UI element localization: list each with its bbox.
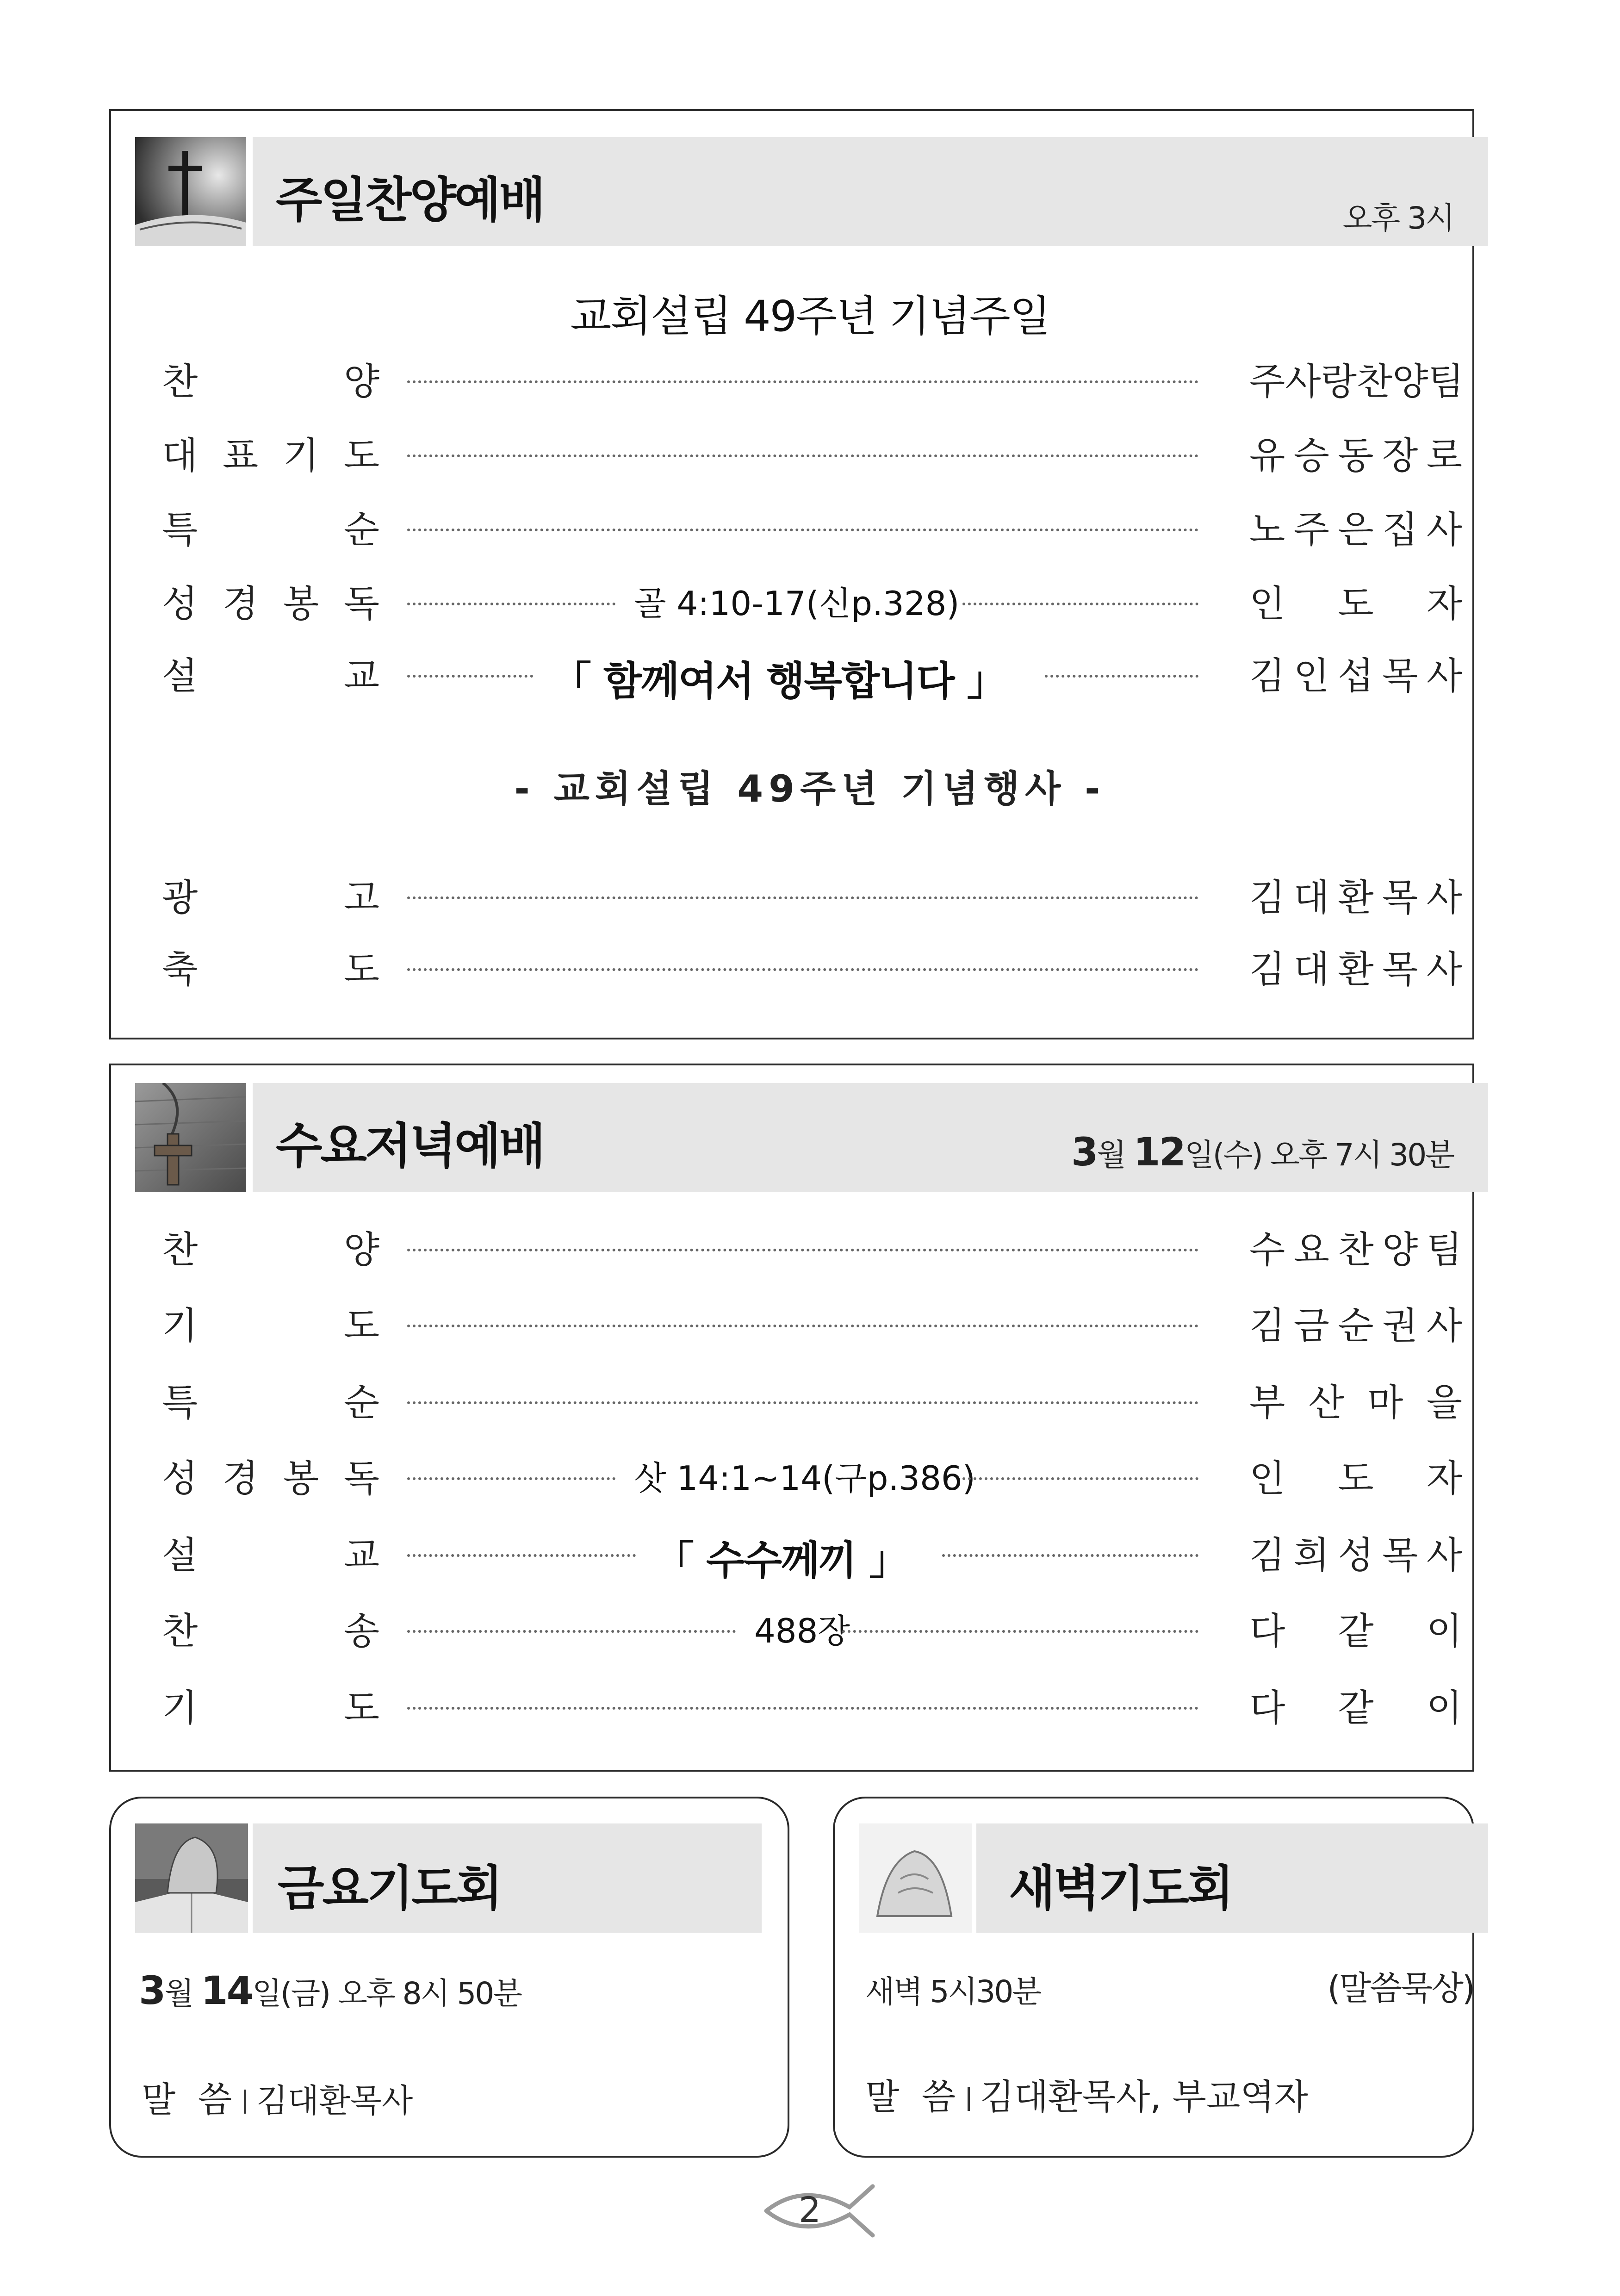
person-char: 목 xyxy=(1382,876,1418,919)
dot-leader xyxy=(407,454,1198,457)
person-char: 노 xyxy=(1249,508,1285,551)
person-char: 대 xyxy=(1293,948,1329,991)
wooden-cross-photo xyxy=(135,1083,246,1192)
dot-leader xyxy=(407,675,533,678)
person-char: 요 xyxy=(1293,1228,1329,1271)
program-person xyxy=(1249,1449,1462,1502)
label-char: 송 xyxy=(343,1610,379,1653)
person-char: 자 xyxy=(1426,582,1462,625)
program-detail: 골 4:10-17(신p.328) xyxy=(634,584,960,623)
program-label xyxy=(162,1601,379,1655)
person-char: 팀 xyxy=(1426,1228,1462,1271)
dot-leader xyxy=(407,968,1198,971)
dot-leader xyxy=(407,1249,1198,1251)
person-char: 랑 xyxy=(1321,360,1357,403)
program-row xyxy=(0,1373,1620,1424)
dot-leader xyxy=(962,1477,1198,1480)
label-char: 양 xyxy=(343,360,379,403)
dot-leader xyxy=(407,1707,1198,1710)
dot-leader xyxy=(842,1630,1198,1633)
program-row xyxy=(0,1220,1620,1271)
person-char: 주 xyxy=(1249,360,1285,403)
program-row xyxy=(0,352,1620,403)
label-char: 교 xyxy=(343,654,379,697)
folded-hands-photo xyxy=(859,1823,972,1933)
program-person xyxy=(1249,646,1462,699)
speaker-name: 김대환목사, 부교역자 xyxy=(980,2076,1309,2117)
sunday-service-time: 오후 3시 xyxy=(1342,200,1453,236)
program-label xyxy=(162,1373,379,1426)
speaker-label: 말 씀 xyxy=(142,2079,232,2120)
program-label xyxy=(162,868,379,921)
dot-leader xyxy=(407,1401,1198,1404)
label-char: 도 xyxy=(343,948,379,991)
program-detail: 「 함께여서 행복합니다 」 xyxy=(552,658,1006,704)
label-char: 설 xyxy=(162,1534,198,1577)
person-char: 을 xyxy=(1426,1381,1462,1424)
program-label xyxy=(162,940,379,993)
person-char: 환 xyxy=(1338,948,1374,991)
person-char: 산 xyxy=(1308,1381,1344,1424)
person-char: 권 xyxy=(1382,1304,1418,1347)
program-row xyxy=(0,940,1620,990)
program-label xyxy=(162,1449,379,1502)
person-char: 승 xyxy=(1293,434,1329,477)
person-char: 사 xyxy=(1426,948,1462,991)
person-char: 인 xyxy=(1249,1457,1285,1500)
wednesday-service-time: 3월 12일(수) 오후 7시 30분 xyxy=(1071,1129,1453,1175)
program-person xyxy=(1249,1296,1462,1349)
program-label xyxy=(162,1296,379,1349)
person-char: 장 xyxy=(1382,434,1418,477)
label-char: 광 xyxy=(162,876,198,919)
person-char: 김 xyxy=(1249,654,1285,697)
dawn-prayer-note: (말씀묵상) xyxy=(1327,1969,1474,2008)
person-char: 찬 xyxy=(1338,1228,1374,1271)
program-row xyxy=(0,1601,1620,1652)
program-label xyxy=(162,1525,379,1579)
person-char: 유 xyxy=(1249,434,1285,477)
person-char: 마 xyxy=(1367,1381,1403,1424)
person-char: 순 xyxy=(1338,1304,1374,1347)
label-char: 고 xyxy=(343,876,379,919)
person-char: 대 xyxy=(1293,876,1329,919)
label-char: 독 xyxy=(343,1457,379,1500)
label-char: 기 xyxy=(283,434,319,477)
program-row xyxy=(0,1296,1620,1347)
dot-leader xyxy=(407,380,1198,383)
label-char: 찬 xyxy=(162,360,198,403)
label-char: 특 xyxy=(162,1381,198,1424)
label-char: 경 xyxy=(222,582,259,625)
program-person xyxy=(1249,868,1462,921)
program-row xyxy=(0,1678,1620,1729)
program-person xyxy=(1249,1220,1462,1273)
program-row xyxy=(0,500,1620,551)
person-char: 환 xyxy=(1338,876,1374,919)
person-char: 같 xyxy=(1338,1686,1374,1730)
separator xyxy=(244,2090,246,2114)
program-label xyxy=(162,1678,379,1731)
person-char: 목 xyxy=(1382,1534,1418,1577)
person-char: 인 xyxy=(1249,582,1285,625)
dot-leader xyxy=(407,896,1198,899)
program-person xyxy=(1249,1525,1462,1579)
program-row xyxy=(0,646,1620,704)
program-row xyxy=(0,1525,1620,1584)
label-char: 순 xyxy=(343,508,379,551)
person-char: 은 xyxy=(1338,508,1374,551)
person-char: 수 xyxy=(1249,1228,1285,1271)
program-person xyxy=(1249,352,1462,405)
label-char: 성 xyxy=(162,1457,198,1500)
label-char: 기 xyxy=(162,1686,198,1730)
dot-leader xyxy=(962,603,1198,605)
program-person xyxy=(1249,1678,1462,1731)
label-char: 축 xyxy=(162,948,198,991)
person-char: 이 xyxy=(1426,1686,1462,1730)
program-person xyxy=(1249,1373,1462,1426)
program-detail: 삿 14:1~14(구p.386) xyxy=(634,1459,975,1498)
person-char: 사 xyxy=(1426,508,1462,551)
person-char: 양 xyxy=(1382,1228,1418,1271)
page-number: 2 xyxy=(798,2189,821,2230)
label-char: 특 xyxy=(162,508,198,551)
person-char: 사 xyxy=(1426,1304,1462,1347)
person-char: 사 xyxy=(1426,654,1462,697)
program-row xyxy=(0,868,1620,919)
program-label xyxy=(162,426,379,479)
friday-prayer-time: 3월 14일(금) 오후 8시 50분 xyxy=(139,1968,521,2013)
label-char: 도 xyxy=(343,1686,379,1730)
label-char: 성 xyxy=(162,582,198,625)
dot-leader xyxy=(1045,675,1198,678)
person-char: 김 xyxy=(1249,1304,1285,1347)
label-char: 봉 xyxy=(283,1457,319,1500)
dot-leader xyxy=(407,1554,636,1557)
program-person xyxy=(1249,1601,1462,1655)
program-label xyxy=(162,352,379,405)
dot-leader xyxy=(407,1325,1198,1327)
person-char: 목 xyxy=(1382,948,1418,991)
program-person xyxy=(1249,500,1462,553)
program-label xyxy=(162,1220,379,1273)
label-char: 표 xyxy=(222,434,259,477)
person-char: 김 xyxy=(1249,876,1285,919)
label-char: 봉 xyxy=(283,582,319,625)
label-char: 도 xyxy=(343,434,379,477)
label-char: 대 xyxy=(162,434,198,477)
praying-hands-bible-photo xyxy=(135,1823,248,1933)
person-char: 도 xyxy=(1338,582,1374,625)
program-person xyxy=(1249,574,1462,627)
dawn-speaker xyxy=(865,2069,1308,2119)
label-char: 찬 xyxy=(162,1228,198,1271)
person-char: 희 xyxy=(1293,1534,1329,1577)
label-char: 기 xyxy=(162,1304,198,1347)
person-char: 인 xyxy=(1293,654,1329,697)
person-char: 부 xyxy=(1249,1381,1285,1424)
dot-leader xyxy=(407,1630,736,1633)
sunday-service-title: 주일찬양예배 xyxy=(276,172,544,228)
label-char: 경 xyxy=(222,1457,259,1500)
program-detail: 488장 xyxy=(754,1612,850,1650)
speaker-name: 김대환목사 xyxy=(256,2082,413,2120)
program-row xyxy=(0,574,1620,625)
person-char: 팀 xyxy=(1428,360,1464,403)
dot-leader xyxy=(407,603,615,605)
speaker-label: 말 씀 xyxy=(865,2076,956,2117)
dot-leader xyxy=(407,529,1198,531)
person-char: 성 xyxy=(1338,1534,1374,1577)
person-char: 사 xyxy=(1426,876,1462,919)
person-char: 금 xyxy=(1293,1304,1329,1347)
person-char: 김 xyxy=(1249,948,1285,991)
program-label xyxy=(162,646,379,699)
program-row xyxy=(0,1449,1620,1500)
person-char: 도 xyxy=(1338,1457,1374,1500)
program-label xyxy=(162,500,379,553)
dot-leader xyxy=(942,1554,1198,1557)
anniversary-event-title: - 교회설립 49주년 기념행사 - xyxy=(514,767,1106,810)
wednesday-service-title: 수요저녁예배 xyxy=(276,1118,544,1174)
dawn-prayer-title: 새벽기도회 xyxy=(1009,1860,1232,1916)
person-char: 찬 xyxy=(1356,360,1393,403)
label-char: 찬 xyxy=(162,1610,198,1653)
person-char: 이 xyxy=(1426,1610,1462,1653)
label-char: 독 xyxy=(343,582,379,625)
separator xyxy=(968,2087,970,2111)
friday-prayer-title: 금요기도회 xyxy=(278,1860,501,1916)
dawn-prayer-time: 새벽 5시30분 xyxy=(865,1974,1040,2010)
person-char: 다 xyxy=(1249,1610,1285,1653)
person-char: 주 xyxy=(1293,508,1329,551)
person-char: 목 xyxy=(1382,654,1418,697)
cross-candle-photo xyxy=(135,137,246,246)
person-char: 양 xyxy=(1392,360,1428,403)
program-row xyxy=(0,426,1620,477)
label-char: 교 xyxy=(343,1534,379,1577)
label-char: 순 xyxy=(343,1381,379,1424)
person-char: 다 xyxy=(1249,1686,1285,1730)
friday-speaker xyxy=(142,2072,413,2122)
dot-leader xyxy=(407,1477,615,1480)
person-char: 집 xyxy=(1382,508,1418,551)
person-char: 동 xyxy=(1338,434,1374,477)
program-detail: 「 수수께끼 」 xyxy=(654,1537,908,1584)
label-char: 양 xyxy=(343,1228,379,1271)
person-char: 섭 xyxy=(1338,654,1374,697)
person-char: 김 xyxy=(1249,1534,1285,1577)
label-char: 설 xyxy=(162,654,198,697)
person-char: 같 xyxy=(1338,1610,1374,1653)
program-label xyxy=(162,574,379,627)
label-char: 도 xyxy=(343,1304,379,1347)
person-char: 사 xyxy=(1285,360,1321,403)
person-char: 자 xyxy=(1426,1457,1462,1500)
sunday-theme: 교회설립 49주년 기념주일 xyxy=(570,292,1050,341)
program-person xyxy=(1249,940,1462,993)
person-char: 로 xyxy=(1426,434,1462,477)
person-char: 사 xyxy=(1426,1534,1462,1577)
program-person xyxy=(1249,426,1462,479)
